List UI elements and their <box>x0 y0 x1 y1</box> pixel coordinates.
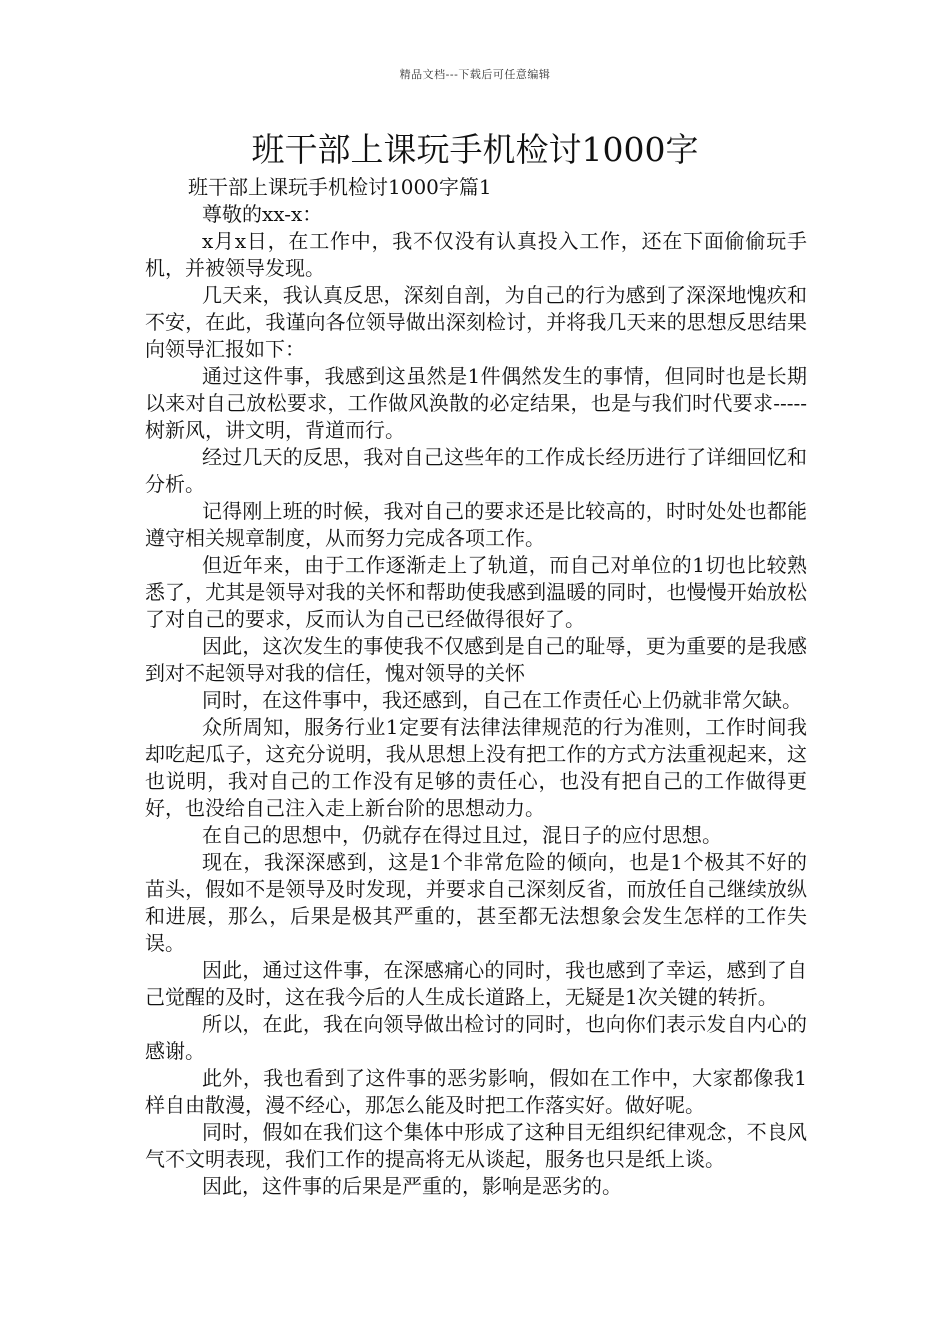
paragraph: 同时，在这件事中，我还感到，自己在工作责任心上仍就非常欠缺。 <box>202 688 802 712</box>
paragraph: 经过几天的反思，我对自己这些年的工作成长经历进行了详细回忆和分析。 <box>145 445 807 496</box>
document-body <box>145 174 807 1200</box>
paragraph: 几天来，我认真反思，深刻自剖，为自己的行为感到了深深地愧疚和不安，在此，我谨向各位领导做出深刻检讨，并将我几天来的思想反思结果向领导汇报如下： <box>145 283 807 361</box>
paragraph: 因此，通过这件事，在深感痛心的同时，我也感到了幸运，感到了自己觉醒的及时，这在我今后的人生成长道路上，无疑是1次关键的转折。 <box>145 958 807 1009</box>
paragraph: 通过这件事，我感到这虽然是1件偶然发生的事情，但同时也是长期以来对自己放松要求，工作做风涣散的必定结果，也是与我们时代要求-----树新风，讲文明，背道而行。 <box>145 364 807 442</box>
paragraph-salutation: 尊敬的xx-x： <box>202 202 323 226</box>
paragraph: 现在，我深深感到，这是1个非常危险的倾向，也是1个极其不好的苗头，假如不是领导及时发现，并要求自己深刻反省，而放任自己继续放纵和进展，那么，后果是极其严重的，甚至都无法想象会发生怎样的工作失误。 <box>145 850 807 955</box>
document-subtitle: 班干部上课玩手机检讨1000字篇1 <box>188 175 492 199</box>
paragraph: 记得刚上班的时候，我对自己的要求还是比较高的，时时处处也都能遵守相关规章制度，从而努力完成各项工作。 <box>145 499 807 550</box>
paragraph: 众所周知，服务行业1定要有法律法律规范的行为准则，工作时间我却吃起瓜子，这充分说明，我从思想上没有把工作的方式方法重视起来，这也说明，我对自己的工作没有足够的责任心，也没有把自己的工作做得更好，也没给自己注入走上新台阶的思想动力。 <box>145 715 807 820</box>
paragraph: 因此，这次发生的事使我不仅感到是自己的耻辱，更为重要的是我感到对不起领导对我的信任，愧对领导的关怀 <box>145 634 807 685</box>
paragraph: x月x日，在工作中，我不仅没有认真投入工作，还在下面偷偷玩手机，并被领导发现。 <box>145 229 807 280</box>
document-title: 班干部上课玩手机检讨1000字 <box>251 130 699 169</box>
paragraph: 同时，假如在我们这个集体中形成了这种目无组织纪律观念，不良风气不文明表现，我们工作的提高将无从谈起，服务也只是纸上谈。 <box>145 1120 807 1171</box>
paragraph: 但近年来，由于工作逐渐走上了轨道，而自己对单位的1切也比较熟悉了，尤其是领导对我的关怀和帮助使我感到温暖的同时，也慢慢开始放松了对自己的要求，反而认为自己已经做得很好了。 <box>145 553 807 631</box>
header-note: 精品文档---下载后可任意编辑 <box>399 68 551 81</box>
paragraph: 所以，在此，我在向领导做出检讨的同时，也向你们表示发自内心的感谢。 <box>145 1012 807 1063</box>
paragraph: 因此，这件事的后果是严重的，影响是恶劣的。 <box>202 1174 622 1198</box>
paragraph: 在自己的思想中，仍就存在得过且过，混日子的应付思想。 <box>202 823 722 847</box>
paragraph: 此外，我也看到了这件事的恶劣影响，假如在工作中，大家都像我1样自由散漫，漫不经心，那怎么能及时把工作落实好。做好呢。 <box>145 1066 807 1117</box>
